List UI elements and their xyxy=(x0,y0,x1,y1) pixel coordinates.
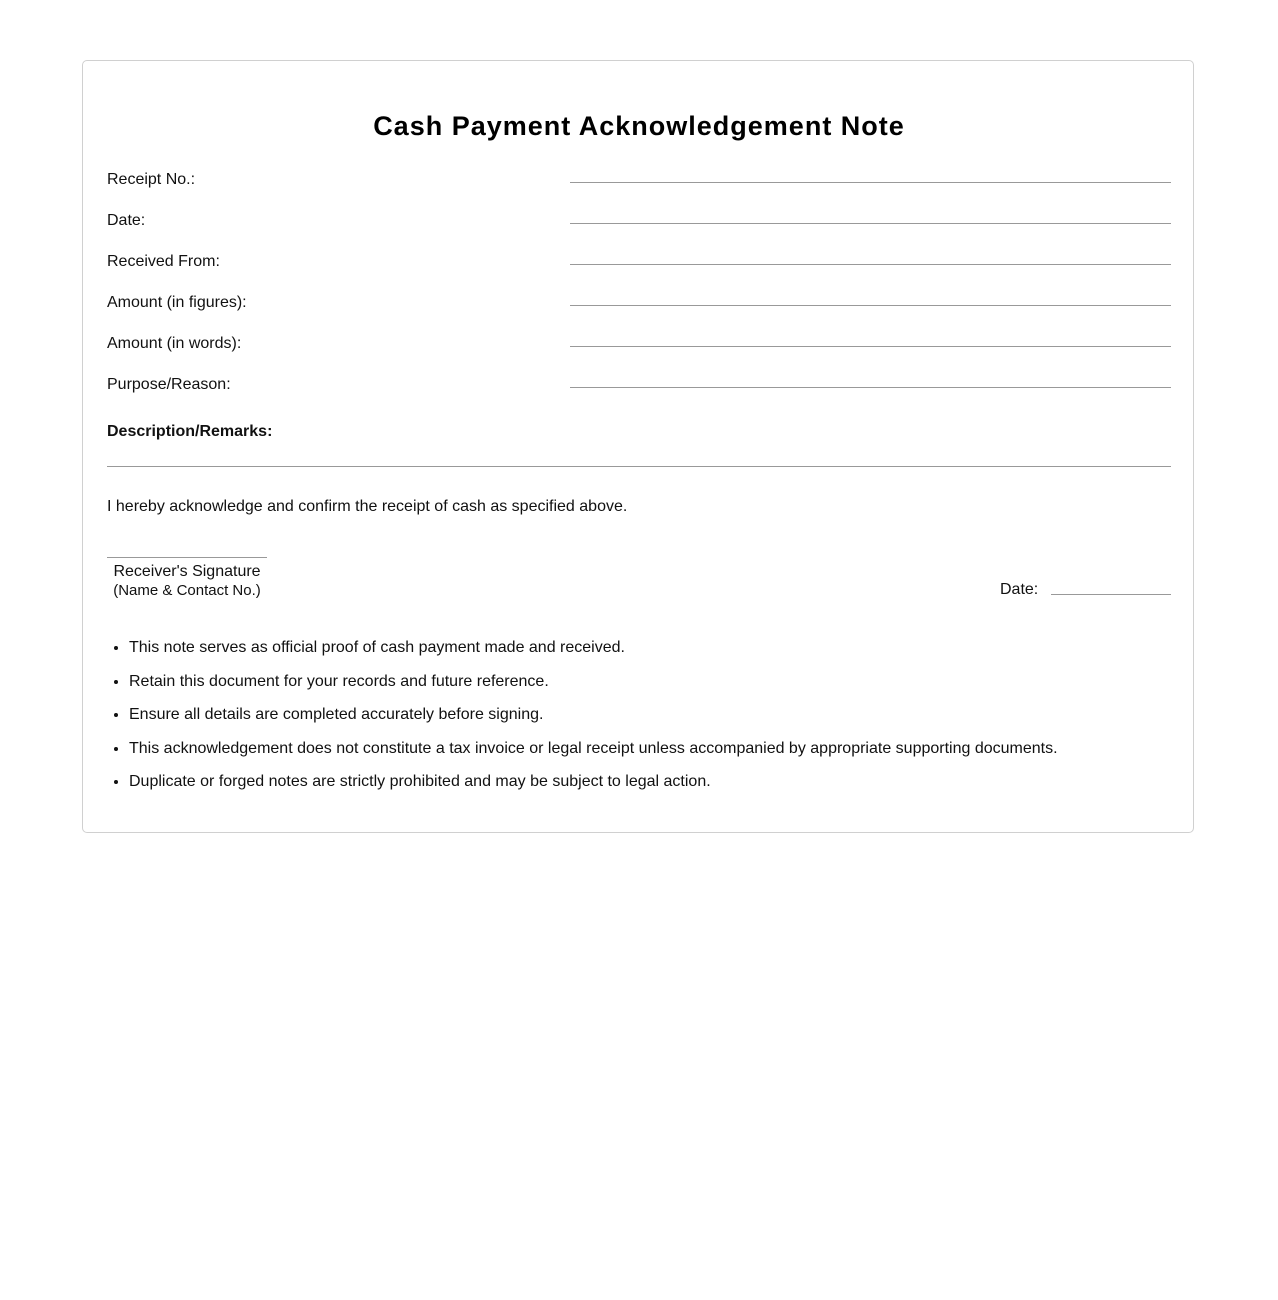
field-label: Receipt No.: xyxy=(107,171,196,188)
field-label: Amount (in words): xyxy=(107,335,242,352)
purpose-line[interactable] xyxy=(570,387,1171,388)
signature-line[interactable] xyxy=(107,557,267,558)
amount-figures-line[interactable] xyxy=(570,305,1171,306)
field-label: Date: xyxy=(107,212,146,229)
date-line[interactable] xyxy=(570,223,1171,224)
signature-date-block xyxy=(1000,580,1171,602)
remarks-label: Description/Remarks: xyxy=(107,423,273,440)
page-title: Cash Payment Acknowledgement Note xyxy=(373,111,905,141)
field-receipt-no xyxy=(107,170,1171,202)
field-label: Purpose/Reason: xyxy=(107,376,231,393)
notes-list xyxy=(107,638,1058,806)
list-item: • Retain this document for your records and future reference. xyxy=(129,672,1058,706)
signature-subtitle: (Name & Contact No.) xyxy=(113,582,261,599)
receipt-no-line[interactable] xyxy=(570,182,1171,183)
list-item: • Ensure all details are completed accurately before signing. xyxy=(129,705,1058,739)
signature-date-label: Date: xyxy=(1000,581,1039,598)
field-amount-figures xyxy=(107,293,1171,325)
amount-words-line[interactable] xyxy=(570,346,1171,347)
acknowledgement-text: I hereby acknowledge and confirm the receipt of cash as specified above. xyxy=(107,498,628,515)
remarks-line[interactable] xyxy=(107,466,1171,467)
signature-date-line[interactable] xyxy=(1051,594,1171,595)
list-item: • This acknowledgement does not constitute a tax invoice or legal receipt unless accompanied by appropriate supporting documents. xyxy=(129,739,1058,773)
signature-title: Receiver's Signature xyxy=(113,563,261,580)
field-label: Amount (in figures): xyxy=(107,294,247,311)
acknowledgement-note-card xyxy=(82,60,1194,833)
field-purpose xyxy=(107,375,1171,407)
signature-block xyxy=(107,557,267,600)
field-label: Received From: xyxy=(107,253,220,270)
field-date xyxy=(107,211,1171,243)
received-from-line[interactable] xyxy=(570,264,1171,265)
field-received-from xyxy=(107,252,1171,284)
list-item: • This note serves as official proof of cash payment made and received. xyxy=(129,638,1058,672)
field-amount-words xyxy=(107,334,1171,366)
list-item: • Duplicate or forged notes are strictly prohibited and may be subject to legal action. xyxy=(129,772,1058,806)
